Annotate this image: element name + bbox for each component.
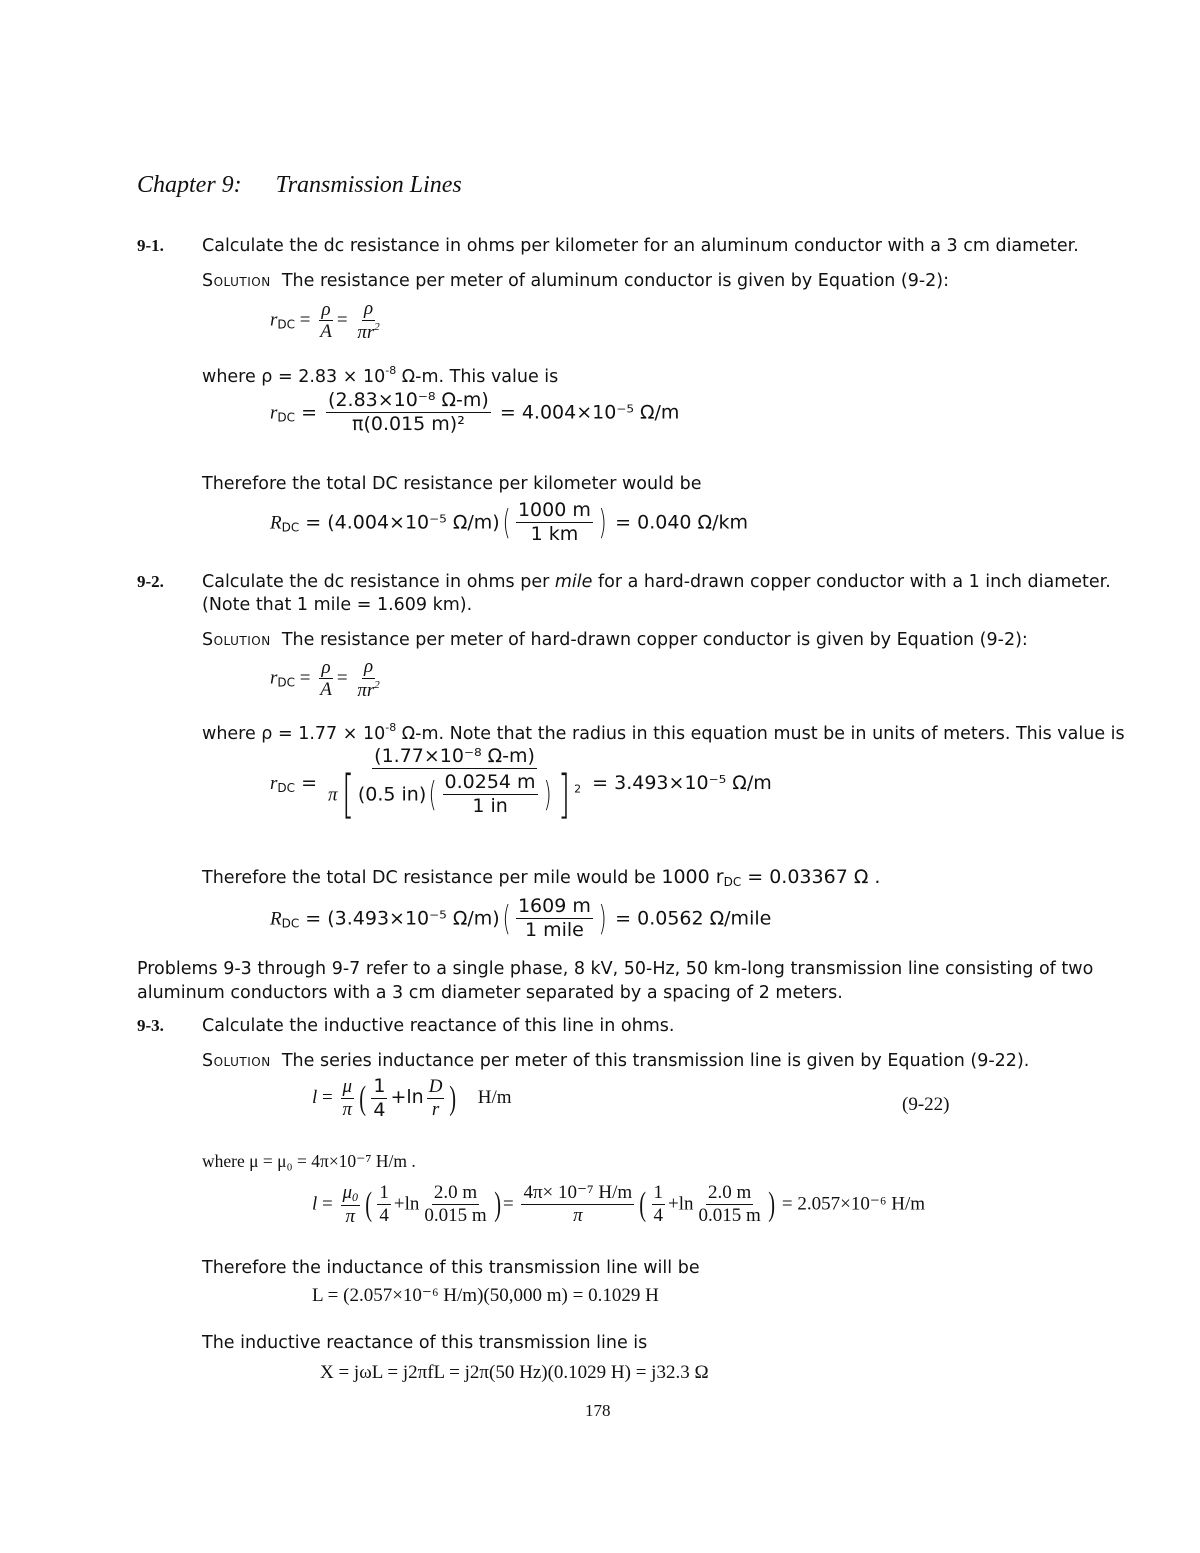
- equation-rdc-value: $r_{DC}$ = $\frac{\text{(2.83×10⁻⁸ Ω-m)}}{\text{π(0.015 m)²}}$ = 4.004×10⁻⁵ Ω/m: [270, 389, 680, 435]
- problem-question: Calculate the dc resistance in ohms per mile for a hard-drawn copper conductor with a 1 inch diameter.: [202, 572, 1111, 592]
- intro-line-2: aluminum conductors with a 3 cm diameter separated by a spacing of 2 meters.: [137, 983, 843, 1003]
- reactance-line: The inductive reactance of this transmission line is: [202, 1333, 648, 1353]
- solution-text: The resistance per meter of hard-drawn copper conductor is given by Equation (9-2):: [281, 630, 1028, 650]
- where-line: where $\rho = 1.77 \times 10^{-8}$ Ω-m. Note that the radius in this equation must be in units of meters. This value is: [202, 721, 1125, 744]
- solution-line: [202, 271, 949, 291]
- solution-line: [202, 630, 1028, 650]
- where-line: where μ = μ₀ = 4π×10⁻⁷ H/m .: [202, 1151, 416, 1171]
- chapter-label: Chapter 9:: [137, 172, 242, 198]
- where-line: where $\rho = 2.83 \times 10^{-8}$ Ω-m. This value is: [202, 364, 559, 387]
- therefore-line: Therefore the inductance of this transmission line will be: [202, 1258, 700, 1278]
- problem-question: Calculate the dc resistance in ohms per kilometer for an aluminum conductor with a 3 cm diameter.: [202, 236, 1079, 256]
- equation-L: L = (2.057×10⁻⁶ H/m)(50,000 m) = 0.1029 H: [312, 1285, 659, 1306]
- therefore-line: Therefore the total DC resistance per mile would be 1000 $r_{DC} = 0.03367$ Ω .: [202, 866, 881, 889]
- equation-rdc-formula: $r_{DC}$ = $\frac{\rho}{A}$ = $\frac{\rho}{\pi r^2}$: [270, 656, 380, 701]
- solution-text: The resistance per meter of aluminum conductor is given by Equation (9-2):: [281, 271, 949, 291]
- equation-inductance-formula: l = $\frac{\mu}{\pi}$ ( $\frac{1}{4}$ +ln $\frac{D}{r}$ ) H/m: [312, 1075, 512, 1121]
- problem-question: Calculate the inductive reactance of this line in ohms.: [202, 1016, 675, 1036]
- solution-text: The series inductance per meter of this transmission line is given by Equation (9-22).: [281, 1051, 1030, 1071]
- solution-label: Solution: [202, 630, 271, 650]
- problem-number: 9-3.: [137, 1016, 164, 1035]
- intro-line-1: Problems 9-3 through 9-7 refer to a single phase, 8 kV, 50-Hz, 50 km-long transmission line consisting of two: [137, 959, 1094, 979]
- equation-X: X = jωL = j2πfL = j2π(50 Hz)(0.1029 H) = j32.3 Ω: [320, 1362, 709, 1383]
- therefore-line: Therefore the total DC resistance per kilometer would be: [202, 474, 702, 494]
- solution-line: [202, 1051, 1029, 1071]
- problem-note: (Note that 1 mile = 1.609 km).: [202, 595, 473, 615]
- equation-inductance-value: l = $\frac{\mu_0}{\pi}$ ( $\frac{1}{4}$ +ln $\frac{2.0 m}{0.015 m}$ ) = $\frac{\text{4π× 10⁻⁷ H/m}}{\pi}$ ( $\frac{1}{4}$ +ln $\frac{2.0 m}{0.015 m}$ ) = 2.057×10⁻⁶ H/m: [312, 1182, 926, 1227]
- problem-number: 9-2.: [137, 572, 164, 591]
- solution-label: Solution: [202, 1051, 271, 1071]
- equation-tag: (9-22): [902, 1094, 950, 1115]
- equation-rdc-formula: $r_{DC}$ = $\frac{\rho}{A}$ = $\frac{\rho}{\pi r^2}$: [270, 298, 380, 343]
- solution-label: Solution: [202, 271, 271, 291]
- equation-Rdc: $R_{DC} = (3.493\times 10^{-5}$ Ω/m)( $\frac{1609 m}{\text{1 mile}}$ ) = 0.0562 Ω/mile: [270, 895, 772, 941]
- page-number: 178: [585, 1401, 611, 1420]
- equation-Rdc: $R_{DC} = (4.004\times 10^{-5}$ Ω/m)( $\frac{1000 m}{1 km}$ ) = 0.040 Ω/km: [270, 499, 748, 545]
- equation-rdc-value: $r_{DC}$ = (1.77×10⁻⁸ Ω-m) π[ (0.5 in)( $\frac{0.0254 m}{1 in}$ ) ] $^2$ = 3.493×10⁻⁵ Ω/m: [270, 745, 772, 825]
- chapter-heading: [137, 172, 462, 199]
- chapter-title: Transmission Lines: [275, 172, 462, 198]
- problem-number: 9-1.: [137, 236, 164, 255]
